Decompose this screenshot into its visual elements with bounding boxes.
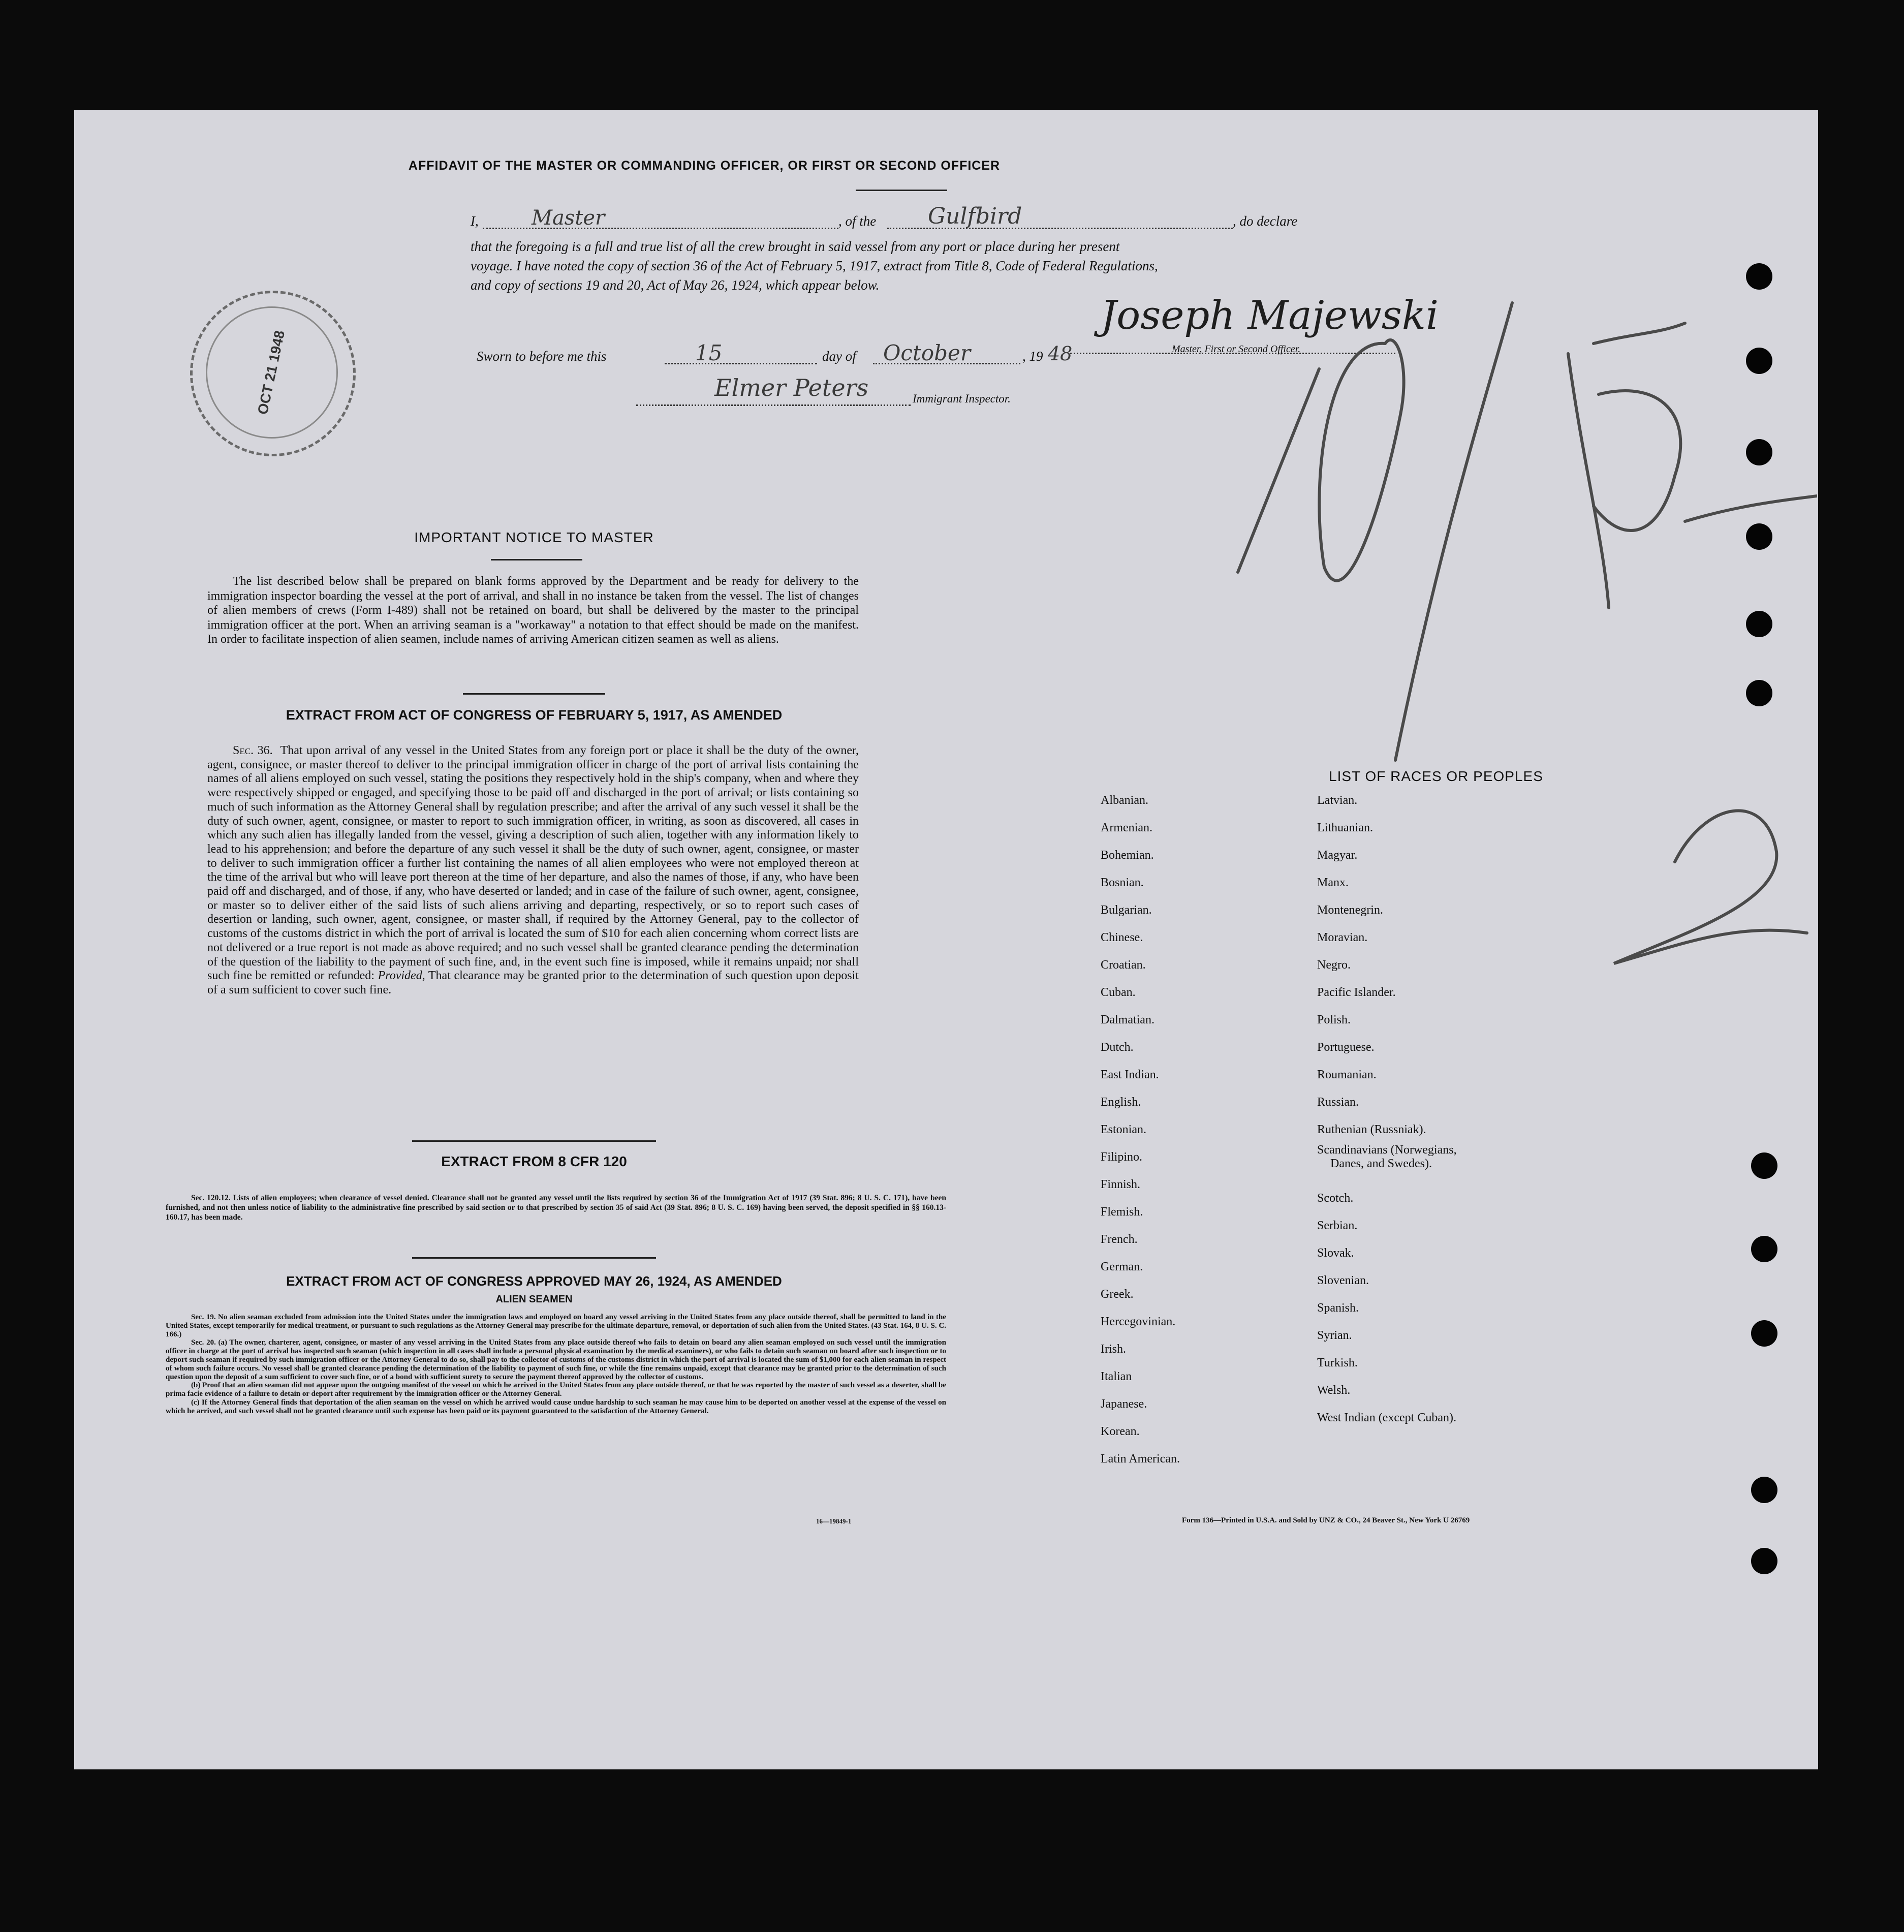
race-item: English. bbox=[1101, 1096, 1141, 1109]
race-item: Spanish. bbox=[1317, 1301, 1359, 1315]
race-item: Turkish. bbox=[1317, 1356, 1358, 1369]
binder-hole bbox=[1751, 1477, 1777, 1503]
race-item: Slovak. bbox=[1317, 1247, 1354, 1260]
extract-1917-body bbox=[207, 744, 859, 998]
race-item: Bohemian. bbox=[1101, 849, 1154, 862]
master-signature: Joseph Majewski bbox=[1101, 293, 1439, 338]
race-item: West Indian (except Cuban). bbox=[1317, 1411, 1456, 1424]
race-item: East Indian. bbox=[1101, 1068, 1159, 1081]
extract-1924-title: EXTRACT FROM ACT OF CONGRESS APPROVED MAY 26, 1924, AS AMENDED bbox=[286, 1273, 782, 1289]
affidavit-i: I, bbox=[471, 213, 479, 229]
month-handwriting: October bbox=[883, 340, 971, 365]
handwritten-digit-0 bbox=[1319, 340, 1403, 581]
affidavit-title: AFFIDAVIT OF THE MASTER OR COMMANDING OFFICER, OR FIRST OR SECOND OFFICER bbox=[408, 159, 1001, 173]
race-item: Croatian. bbox=[1101, 958, 1146, 972]
handwritten-digit-5 bbox=[1594, 323, 1685, 531]
sworn-day-of: day of bbox=[822, 349, 856, 364]
race-item: Pacific Islander. bbox=[1317, 986, 1396, 999]
affidavit-line-4: and copy of sections 19 and 20, Act of May 26, 1924, which appear below. bbox=[471, 277, 880, 293]
race-item: Armenian. bbox=[1101, 821, 1152, 834]
race-item: Manx. bbox=[1317, 876, 1349, 889]
binder-hole bbox=[1746, 611, 1772, 637]
binder-hole bbox=[1746, 263, 1772, 290]
race-item: Slovenian. bbox=[1317, 1274, 1369, 1287]
sec-20a: Sec. 20. (a) The owner, charterer, agent, consignee, or master of any vessel arriving in the United States from any place outside thereof who fails to detain on board any alien seaman employed on such vessel until the immigration officer in charge at the port of arrival has inspected such seaman (which inspection in all cases shall include a personal physical examination by the medical examiners), or who fails to detain such seaman on board after such inspection or to deport such seaman if required by such immigration officer or the Attorney General to do so, shall pay to the collector of customs of the customs district in which the port of arrival is located the sum of $1,000 for each alien seaman in respect of whom such failure occurs. No vessel shall be granted clearance pending the determination of the liability to payment of such fine, or while the fine remains unpaid, except that clearance may be granted prior to the determination of such question upon the deposit of a sum sufficient to cover such fine, or of a bond with sufficient surety to secure the payment thereof approved by the collector of customs. bbox=[166, 1338, 946, 1381]
race-item: Cuban. bbox=[1101, 986, 1136, 999]
race-item: Dalmatian. bbox=[1101, 1013, 1154, 1026]
affidavit-line-1 bbox=[471, 203, 1461, 234]
race-item: Ruthenian (Russniak). bbox=[1317, 1123, 1426, 1136]
sworn-line bbox=[477, 340, 1127, 370]
cfr-end-divider bbox=[412, 1257, 656, 1259]
race-item: Negro. bbox=[1317, 958, 1351, 972]
provided-text: That clearance may be granted prior to the determination of such question upon deposit of a sum sufficient to cover such fine. bbox=[207, 969, 859, 996]
race-item: Albanian. bbox=[1101, 794, 1148, 807]
race-item: Estonian. bbox=[1101, 1123, 1146, 1136]
race-item: Danes, and Swedes). bbox=[1330, 1157, 1432, 1170]
race-item: Italian bbox=[1101, 1370, 1132, 1383]
race-item: Chinese. bbox=[1101, 931, 1143, 944]
race-item: Lithuanian. bbox=[1317, 821, 1373, 834]
race-item: Filipino. bbox=[1101, 1150, 1143, 1164]
race-item: Montenegrin. bbox=[1317, 903, 1383, 917]
print-code: 16—19849-1 bbox=[816, 1517, 852, 1525]
notice-body: The list described below shall be prepared on blank forms approved by the Department and be ready for delivery to the immigration inspector boarding the vessel at the port of arrival, and shall in no instance be taken from the vessel. The list of changes of alien members of crews (Form I-489) shall not be retained on board, but shall be delivered by the master to the principal immigration officer at the port. When an arriving seaman is a "workaway" a notation to that effect should be made on the manifest. In order to facilitate inspection of alien seamen, include names of arriving American citizen seamen as well as aliens. bbox=[207, 575, 859, 646]
races-title: LIST OF RACES OR PEOPLES bbox=[1329, 768, 1543, 784]
race-item: Japanese. bbox=[1101, 1397, 1147, 1411]
race-item: Magyar. bbox=[1317, 849, 1358, 862]
race-item: Moravian. bbox=[1317, 931, 1368, 944]
binder-hole bbox=[1751, 1548, 1777, 1574]
affidavit-of-the: , of the bbox=[838, 213, 877, 229]
inspector-line bbox=[636, 404, 911, 406]
inspector-caption: Immigrant Inspector. bbox=[913, 392, 1011, 405]
sec-36-text: That upon arrival of any vessel in the United States from any foreign port or place it shall be the duty of the owner, agent, consignee, or master thereof to deliver to the principal immigration officer in charge of the port of arrival lists containing the names of all aliens employed on such vessel, stating the positions they respectively hold in the ship's company, when and where they were respectively shipped or engaged, and specifying those to be paid off and discharged in the port of arrival; or lists containing so much of such information as the Attorney General shall by regulation prescribe; and after the arrival of any such vessel it shall be the duty of such owner, agent, consignee, or master to report to such immigration officer, in writing, as soon as discovered, all cases in which any such alien has illegally landed from the vessel, giving a description of such alien, together with any information likely to lead to his apprehension; and before the departure of any such vessel it shall be the duty of such owner, agent, consignee, or master to deliver to such immigration officer a further list containing the names of all alien employees who were not employed thereon at the time of the arrival but who will leave port thereon at the time of her departure, and also the names of those, if any, who have been paid off and discharged, and of those, if any, who have deserted or landed; and in case of the failure of such owner, agent, consignee, or master so to deliver either of the said lists of such aliens arriving and departing, respectively, or so to report such cases of desertion or landing, such owner, agent, consignee, or master shall, if required by the Attorney General, pay to the collector of customs of the customs district in which the port of arrival is located the sum of $10 for each alien concerning whom correct lists are not delivered or a true report is not made as above required; and no such vessel shall be granted clearance pending the determination of the question of the liability to the payment of such fine, and, in the event such fine is imposed, while it remains unpaid; nor shall such fine be remitted or refunded: bbox=[207, 744, 859, 983]
race-item: Scotch. bbox=[1317, 1192, 1354, 1205]
immigration-stamp bbox=[190, 291, 356, 456]
affidavit-declare: , do declare bbox=[1233, 213, 1298, 229]
race-item: Hercegovinian. bbox=[1101, 1315, 1176, 1328]
race-item: Dutch. bbox=[1101, 1041, 1134, 1054]
notice-title: IMPORTANT NOTICE TO MASTER bbox=[414, 529, 654, 545]
sec-19: Sec. 19. No alien seaman excluded from admission into the United States under the immigration laws and employed on board any vessel arriving in the United States from any place outside thereof, shall be permitted to land in the United States, except temporarily for medical treatment, or pursuant to such regulations as the Attorney General may prescribe for the ultimate departure, removal, or deportation of such alien from the United States. (43 Stat. 164, 8 U. S. C. 166.) bbox=[166, 1313, 946, 1338]
alien-seamen-subtitle: ALIEN SEAMEN bbox=[495, 1294, 573, 1305]
day-handwriting: 15 bbox=[695, 340, 723, 365]
races-right-column bbox=[1317, 787, 1622, 1431]
race-item: Korean. bbox=[1101, 1425, 1140, 1438]
binder-hole bbox=[1746, 439, 1772, 465]
sec-20b: (b) Proof that an alien seaman did not appear upon the outgoing manifest of the vessel on which he arrived in the United States from any place outside thereof, or that he was reported by the master of such vessel as a deserter, shall be prima facie evidence of a failure to detain or deport after requirement by the immigration officer or the Attorney General. bbox=[166, 1381, 946, 1398]
sec-20c: (c) If the Attorney General finds that deportation of the alien seaman on the vessel on which he arrived would cause undue hardship to such seaman he may cause him to be deported on another vessel at the expense of the vessel on which he arrived, and such vessel shall not be granted clearance until such expense has been paid or its payment guaranteed to the satisfaction of the Attorney General. bbox=[166, 1398, 946, 1415]
binder-hole bbox=[1746, 348, 1772, 374]
race-item: Bulgarian. bbox=[1101, 903, 1152, 917]
race-item: German. bbox=[1101, 1260, 1143, 1273]
signature-caption: Master, First or Second Officer. bbox=[1172, 344, 1301, 355]
races-left-column bbox=[1101, 787, 1304, 1473]
cfr-title: EXTRACT FROM 8 CFR 120 bbox=[441, 1154, 627, 1169]
provided-word: Provided, bbox=[378, 969, 425, 983]
race-item: Welsh. bbox=[1317, 1384, 1351, 1397]
race-item: Roumanian. bbox=[1317, 1068, 1377, 1081]
race-item: Portuguese. bbox=[1317, 1041, 1375, 1054]
race-item: Irish. bbox=[1101, 1343, 1126, 1356]
binder-hole bbox=[1751, 1236, 1777, 1262]
vessel-handwriting: Gulfbird bbox=[928, 203, 1022, 229]
binder-hole bbox=[1746, 523, 1772, 550]
affidavit-line-2: that the foregoing is a full and true list of all the crew brought in said vessel from any port or place during her present bbox=[471, 239, 1120, 254]
race-item: Flemish. bbox=[1101, 1205, 1143, 1219]
binder-hole bbox=[1746, 680, 1772, 706]
race-item: Scandinavians (Norwegians, bbox=[1317, 1143, 1457, 1157]
extract-1917-end-divider bbox=[412, 1140, 656, 1142]
race-item: Syrian. bbox=[1317, 1329, 1352, 1342]
stamp-date: OCT 21 1948 bbox=[254, 329, 288, 416]
title-divider bbox=[856, 190, 947, 191]
affidavit-line-3: voyage. I have noted the copy of section 36 of the Act of February 5, 1917, extract from Title 8, Code of Federal Regulations, bbox=[471, 258, 1158, 273]
race-item: Serbian. bbox=[1317, 1219, 1358, 1232]
handwritten-slash bbox=[1395, 303, 1512, 760]
document-page bbox=[74, 110, 1818, 1769]
cfr-body: Sec. 120.12. Lists of alien employees; when clearance of vessel denied. Clearance shall not be granted any vessel until the lists required by section 36 of the Immigration Act of 1917 (39 Stat. 896; 8 U. S. C. 171), have been furnished, and not then unless notice of liability to the administrative fine prescribed by said section or to that prescribed by section 35 of said Act (39 Stat. 896; 8 U. S. C. 169) having been served, the deposit specified in §§ 160.13-160.17, has been made. bbox=[166, 1194, 946, 1222]
race-item: Finnish. bbox=[1101, 1178, 1141, 1191]
notice-end-divider bbox=[463, 693, 605, 695]
race-item: Bosnian. bbox=[1101, 876, 1144, 889]
binder-hole bbox=[1751, 1152, 1777, 1179]
handwritten-number-2 bbox=[1614, 811, 1807, 963]
sworn-prefix: Sworn to before me this bbox=[477, 349, 607, 364]
sworn-year-prefix: , 19 bbox=[1022, 349, 1043, 364]
day-line bbox=[665, 363, 817, 364]
extract-1924-body bbox=[166, 1313, 946, 1416]
race-item: Greek. bbox=[1101, 1288, 1134, 1301]
year-handwriting: 48 bbox=[1048, 342, 1073, 365]
notice-divider bbox=[491, 559, 582, 560]
race-item: Russian. bbox=[1317, 1096, 1359, 1109]
binder-hole bbox=[1751, 1320, 1777, 1347]
inspector-signature: Elmer Peters bbox=[714, 374, 869, 401]
extract-1917-title: EXTRACT FROM ACT OF CONGRESS OF FEBRUARY 5, 1917, AS AMENDED bbox=[286, 707, 783, 723]
form-footer: Form 136—Printed in U.S.A. and Sold by UNZ & CO., 24 Beaver St., New York U 26769 bbox=[1182, 1516, 1470, 1524]
handwritten-digit-1 bbox=[1238, 369, 1319, 572]
race-item: Latin American. bbox=[1101, 1452, 1180, 1466]
race-item: Polish. bbox=[1317, 1013, 1351, 1026]
handwritten-digit-1b bbox=[1568, 354, 1609, 608]
rank-handwriting: Master bbox=[532, 206, 605, 230]
race-item: French. bbox=[1101, 1233, 1138, 1246]
sec-36-label: Sec. 36. bbox=[233, 744, 273, 757]
race-item: Latvian. bbox=[1317, 794, 1358, 807]
